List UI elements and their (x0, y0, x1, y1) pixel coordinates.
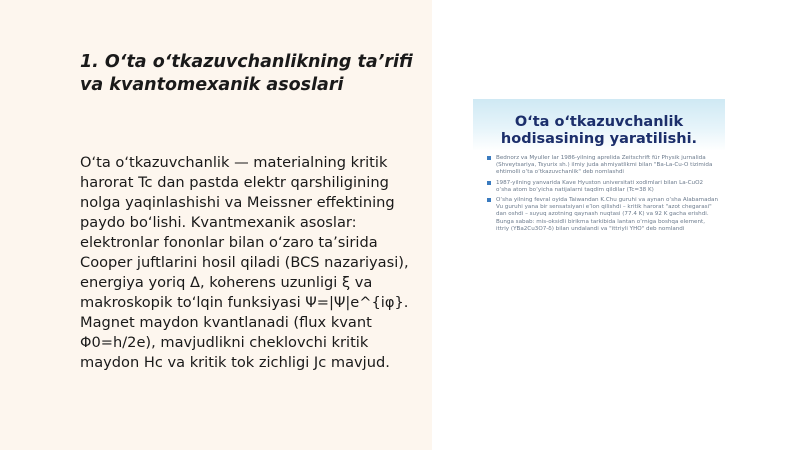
figure-bullet-text: Bednorz va Myuller lar 1986-yilning aprelida Zeitschrift für Physik jurnalida (Shveytsariya, Tsyurix sh.) ilmiy juda ahmiyatlikmi bilan "Ba-La-Cu-O tizimida ehtimolli o‘ta o‘tkazuvchanlik" deb nomlashdi (496, 155, 713, 176)
slide-title: 1. O‘ta o‘tkazuvchanlikning ta’rifi va kvantomexanik asoslari (80, 52, 413, 95)
slide-body-text: O‘ta o‘tkazuvchanlik — materialning kritik harorat Tc dan pastda elektr qarshiligining nolga yaqinlashishi va Meissner effektining paydo bo‘lishi. Kvantmexanik asoslar: elektronlar fononlar bilan o‘zaro ta’sirida Cooper juftlarini hosil qiladi (BCS nazariyasi), energiya yoriq Δ, koherens uzunligi ξ va makroskopik to‘lqin funksiyasi Ψ=|Ψ|e^{iφ}. Magnet maydon kvantlanadi (flux kvant Φ0=h/2e), mavjudlikni cheklovchi kritik maydon Hc va kritik tok zichligi Jc mavjud. (80, 154, 409, 371)
bullet-square-icon (487, 181, 491, 185)
embedded-slide-image (473, 99, 725, 272)
figure-bullet-text: O‘sha yilning fevral oyida Taiwandan K.Chu guruhi va aynan o‘sha Alabamadan Vu guruhi yana bir sensatsiyani e’lon qilishdi – kritik harorat "azot chegarasi" dan oshdi – suyuq azotning qaynash nuqtasi (77.4 K) va 92 K gacha erishdi. Bunga sabab: mis-oksidli birikma tarkibida lantan o‘rniga boshqa element, ittriy (YBa2Cu3O7-δ) bilan undalandi va "ittriyli YHO" deb nomlandi (496, 197, 719, 232)
figure-bullet-text: 1987-yilning yanvarida Kave Hyuston universitati xodimlari bilan La-CuO2 o‘sha atom bo‘yicha natijalarni taqdim qildilar (Tc=38 K) (496, 179, 704, 193)
figure-bullet-item (487, 180, 719, 194)
bullet-square-icon (487, 198, 491, 202)
figure-bullet-list (487, 155, 719, 236)
figure-title-line-2: hodisasining yaratilishi. (500, 131, 698, 147)
figure-title (473, 114, 725, 148)
figure-bullet-item (487, 197, 719, 233)
figure-title-line-1: O‘ta o‘tkazuvchanlik (514, 114, 684, 130)
figure-bullet-item (487, 155, 719, 177)
bullet-square-icon (487, 156, 491, 160)
